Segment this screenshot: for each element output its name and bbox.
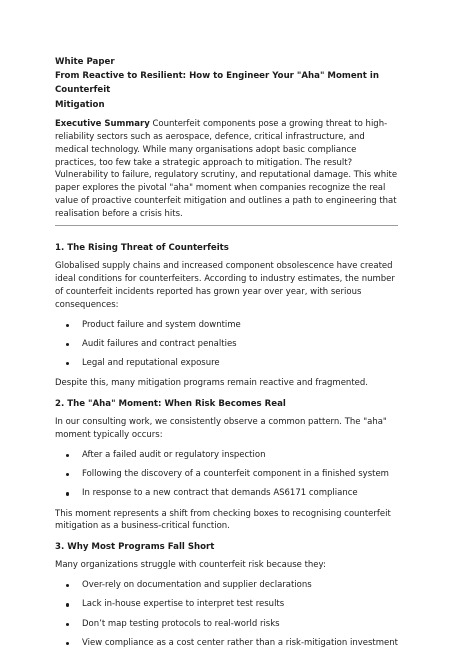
list-item [55,469,398,480]
list-item-text: After a failed audit or regulatory inspection [82,449,266,460]
list-item-text: Legal and reputational exposure [82,358,220,369]
bullet-icon [66,324,69,327]
list-item-text: Lack in-house expertise to interpret test results [82,599,285,610]
list-item [55,580,398,591]
document-title-line-1: From Reactive to Resilient: How to Engineer Your "Aha" Moment in Counterfeit [55,71,379,96]
list-item [55,638,398,649]
document-title-line-2: Mitigation [55,99,105,110]
section-divider [55,225,398,226]
executive-summary-lead: Executive Summary [55,118,150,129]
section-1-heading: 1. The Rising Threat of Counterfeits [55,243,229,254]
bullet-icon [66,642,69,645]
executive-summary [55,118,398,221]
list-item [55,450,398,461]
list-item-text: Over-rely on documentation and supplier declarations [82,580,312,591]
section-2-intro: In our consulting work, we consistently observe a common pattern. The "aha" moment typically occurs: [55,417,387,441]
section-2-bullet-list [55,450,398,499]
list-item-text: Following the discovery of a counterfeit component in a finished system [82,469,389,480]
section-3-bullet-list [55,580,398,649]
section-3-heading: 3. Why Most Programs Fall Short [55,542,215,553]
list-item-text: Don’t map testing protocols to real-world risks [82,618,280,629]
document-label: White Paper [55,57,115,67]
section-programs-fall-short [55,541,398,648]
list-item [55,339,398,350]
list-item-text: In response to a new contract that demands AS6171 compliance [82,488,358,499]
list-item-text: Audit failures and contract penalties [82,338,237,349]
section-3-intro: Many organizations struggle with counterfeit risk because they: [55,560,326,571]
section-aha-moment [55,398,398,533]
section-rising-threat [55,242,398,390]
list-item [55,599,398,610]
section-1-intro: Globalised supply chains and increased component obsolescence have created ideal conditions for counterfeiters. According to industry estimates, the number of counterfeit incidents reported has grown year over year, with serious consequences: [55,261,395,310]
list-item-text: View compliance as a cost center rather than a risk-mitigation investment [82,637,398,648]
section-2-outro: This moment represents a shift from checking boxes to recognising counterfeit mitigation as a business-critical function. [55,508,391,532]
section-1-bullet-list [55,320,398,369]
list-item-text: Product failure and system downtime [82,319,241,330]
bullet-icon [66,454,69,457]
bullet-icon [66,492,69,495]
list-item [55,619,398,630]
list-item [55,358,398,369]
section-2-heading: 2. The "Aha" Moment: When Risk Becomes Real [55,399,286,410]
list-item [55,488,398,499]
bullet-icon [66,623,69,626]
bullet-icon [66,473,69,476]
document-header [55,55,398,112]
list-item [55,320,398,331]
bullet-icon [66,343,69,346]
section-1-outro: Despite this, many mitigation programs remain reactive and fragmented. [55,378,368,389]
bullet-icon [66,362,69,365]
executive-summary-text: Counterfeit components pose a growing threat to high-reliability sectors such as aerospace, defence, critical infrastructure, and medical technology. While many organisations adopt basic compliance practices, too few take a strategic approach to mitigation. The result? Vulnerability to failure, regulatory scrutiny, and reputational damage. This white paper explores the pivotal "aha" moment when companies recognize the real value of proactive counterfeit mitigation and outlines a path to engineering that realisation before a crisis hits. [55,118,398,220]
bullet-icon [66,584,69,587]
bullet-icon [66,603,69,606]
